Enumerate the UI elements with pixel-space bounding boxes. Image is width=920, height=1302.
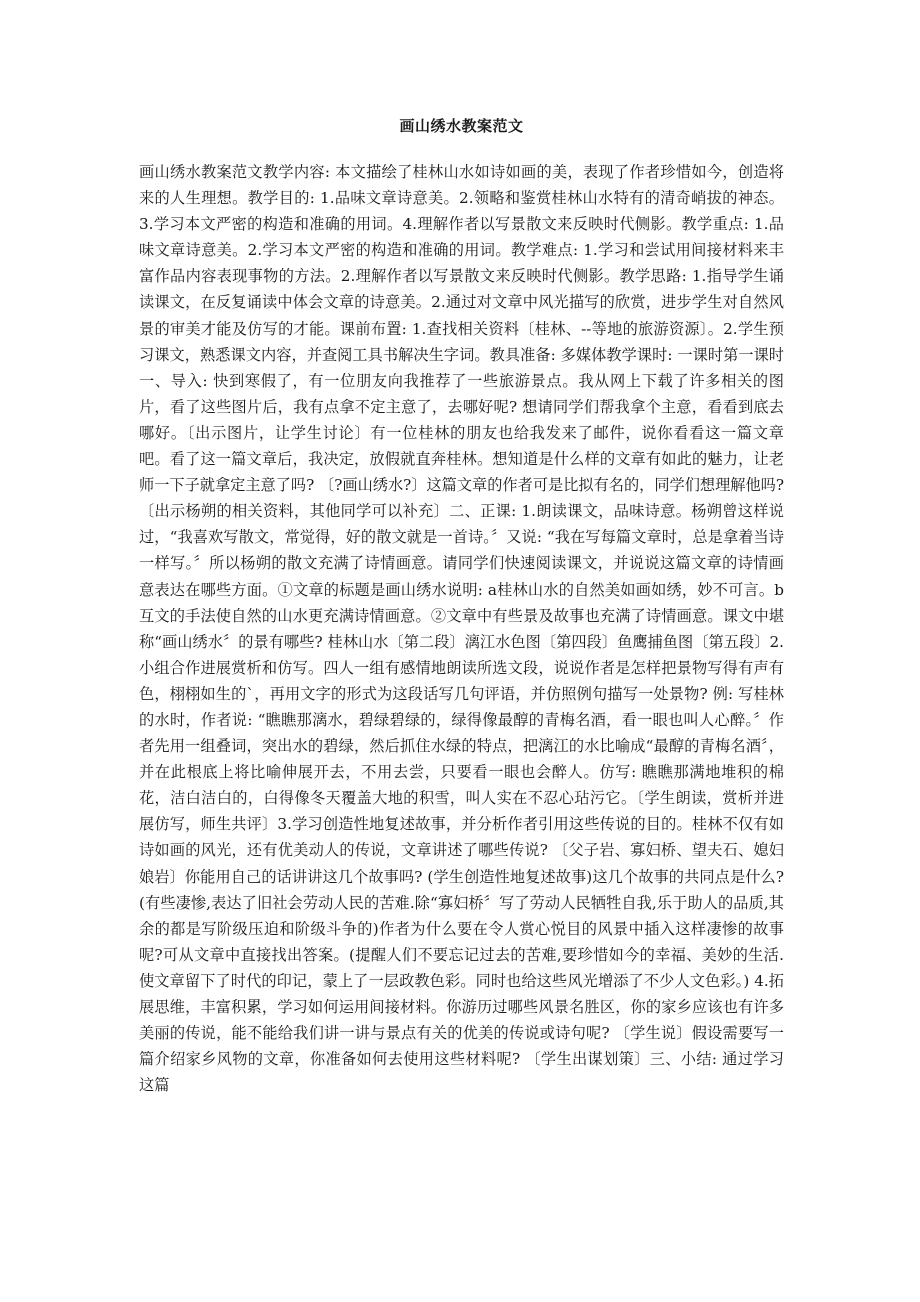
document-title: 画山绣水教案范文	[399, 117, 524, 135]
document-body-paragraph: 画山绣水教案范文教学内容: 本文描绘了桂林山水如诗如画的美，表现了作者珍惜如今，创造将来的人生理想。教学目的: 1.品味文章诗意美。2.领略和鉴赏桂林山水特有的清奇峭拔的神态。3.学习本文严密的构造和准确的用词。4.理解作者以写景散文来反映时代侧影。教学重点: 1.品味文章诗意美。2.学习本文严密的构造和准确的用词。教学难点: 1.学习和尝试用间接材料来丰富作品内容表现事物的方法。2.理解作者以写景散文来反映时代侧影。教学思路: 1.指导学生诵读课文，在反复诵读中体会文章的诗意美。2.通过对文章中风光描写的欣赏，进步学生对自然风景的审美才能及仿写的才能。课前布置: 1.查找相关资料〔桂林、--等地的旅游资源〕。2.学生预习课文，熟悉课文内容，并查阅工具书解决生字词。教具准备: 多媒体教学课时: 一课时第一课时一、导入: 快到寒假了，有一位朋友向我推荐了一些旅游景点。我从网上下载了许多相关的图片，看了这些图片后，我有点拿不定主意了，去哪好呢? 想请同学们帮我拿个主意，看看到底去哪好。〔出示图片，让学生讨论〕有一位桂林的朋友也给我发来了邮件，说你看看这一篇文章吧。看了这一篇文章后，我决定，放假就直奔桂林。想知道是什么样的文章有如此的魅力，让老师一下子就拿定主意了吗? 〔?画山绣水?〕这篇文章的作者可是比拟有名的，同学们想理解他吗? 〔出示杨朔的相关资料，其他同学可以补充〕二、正课: 1.朗读课文，品味诗意。杨朔曾这样说过，“我喜欢写散文，常觉得，好的散文就是一首诗。〞又说: “我在写每篇文章时，总是拿着当诗一样写。〞所以杨朔的散文充满了诗情画意。请同学们快速阅读课文，并说说这篇文章的诗情画意表达在哪些方面。①文章的标题是画山绣水说明: a桂林山水的自然美如画如绣，妙不可言。b互文的手法使自然的山水更充满诗情画意。②文章中有些景及故事也充满了诗情画意。课文中堪称“画山绣水〞的景有哪些? 桂林山水〔第二段〕漓江水色图〔第四段〕鱼鹰捕鱼图〔第五段〕2.小组合作进展赏析和仿写。四人一组有感情地朗读所选文段，说说作者是怎样把景物写得有声有色，栩栩如生的`，再用文字的形式为这段话写几句评语，并仿照例句描写一处景物? 例: 写桂林的水时，作者说: “瞧瞧那漓水，碧绿碧绿的，绿得像最醇的青梅名酒，看一眼也叫人心醉。〞作者先用一组叠词，突出水的碧绿，然后抓住水绿的特点，把漓江的水比喻成“最醇的青梅名酒〞，并在此根底上将比喻伸展开去，不用去尝，只要看一眼也会醉人。仿写: 瞧瞧那满地堆积的棉花，洁白洁白的，白得像冬天覆盖大地的积雪，叫人实在不忍心玷污它。〔学生朗读，赏析并进展仿写，师生共评〕3.学习创造性地复述故事，并分析作者引用这些传说的目的。桂林不仅有如诗如画的风光，还有优美动人的传说，文章讲述了哪些传说? 〔父子岩、寡妇桥、望夫石、媳妇娘岩〕你能用自己的话讲讲这几个故事吗? (学生创造性地复述故事)这几个故事的共同点是什么? (有些凄惨,表达了旧社会劳动人民的苦难.除“寡妇桥〞写了劳动人民牺牲自我,乐于助人的品质,其余的都是写阶级压迫和阶级斗争的)作者为什么要在令人赏心悦目的风景中插入这样凄惨的故事呢?可从文章中直接找出答案。(提醒人们不要忘记过去的苦难,要珍惜如今的幸福、美妙的生活.使文章留下了时代的印记，蒙上了一层政教色彩。同时也给这些风光增添了不少人文色彩。) 4.拓展思维，丰富积累，学习如何运用间接材料。你游历过哪些风景名胜区，你的家乡应该也有许多美丽的传说，能不能给我们讲一讲与景点有关的优美的传说或诗句呢? 〔学生说〕假设需要写一篇介绍家乡风物的文章，你准备如何去使用这些材料呢? 〔学生出谋划策〕三、小结: 通过学习这篇	[139, 163, 784, 1095]
